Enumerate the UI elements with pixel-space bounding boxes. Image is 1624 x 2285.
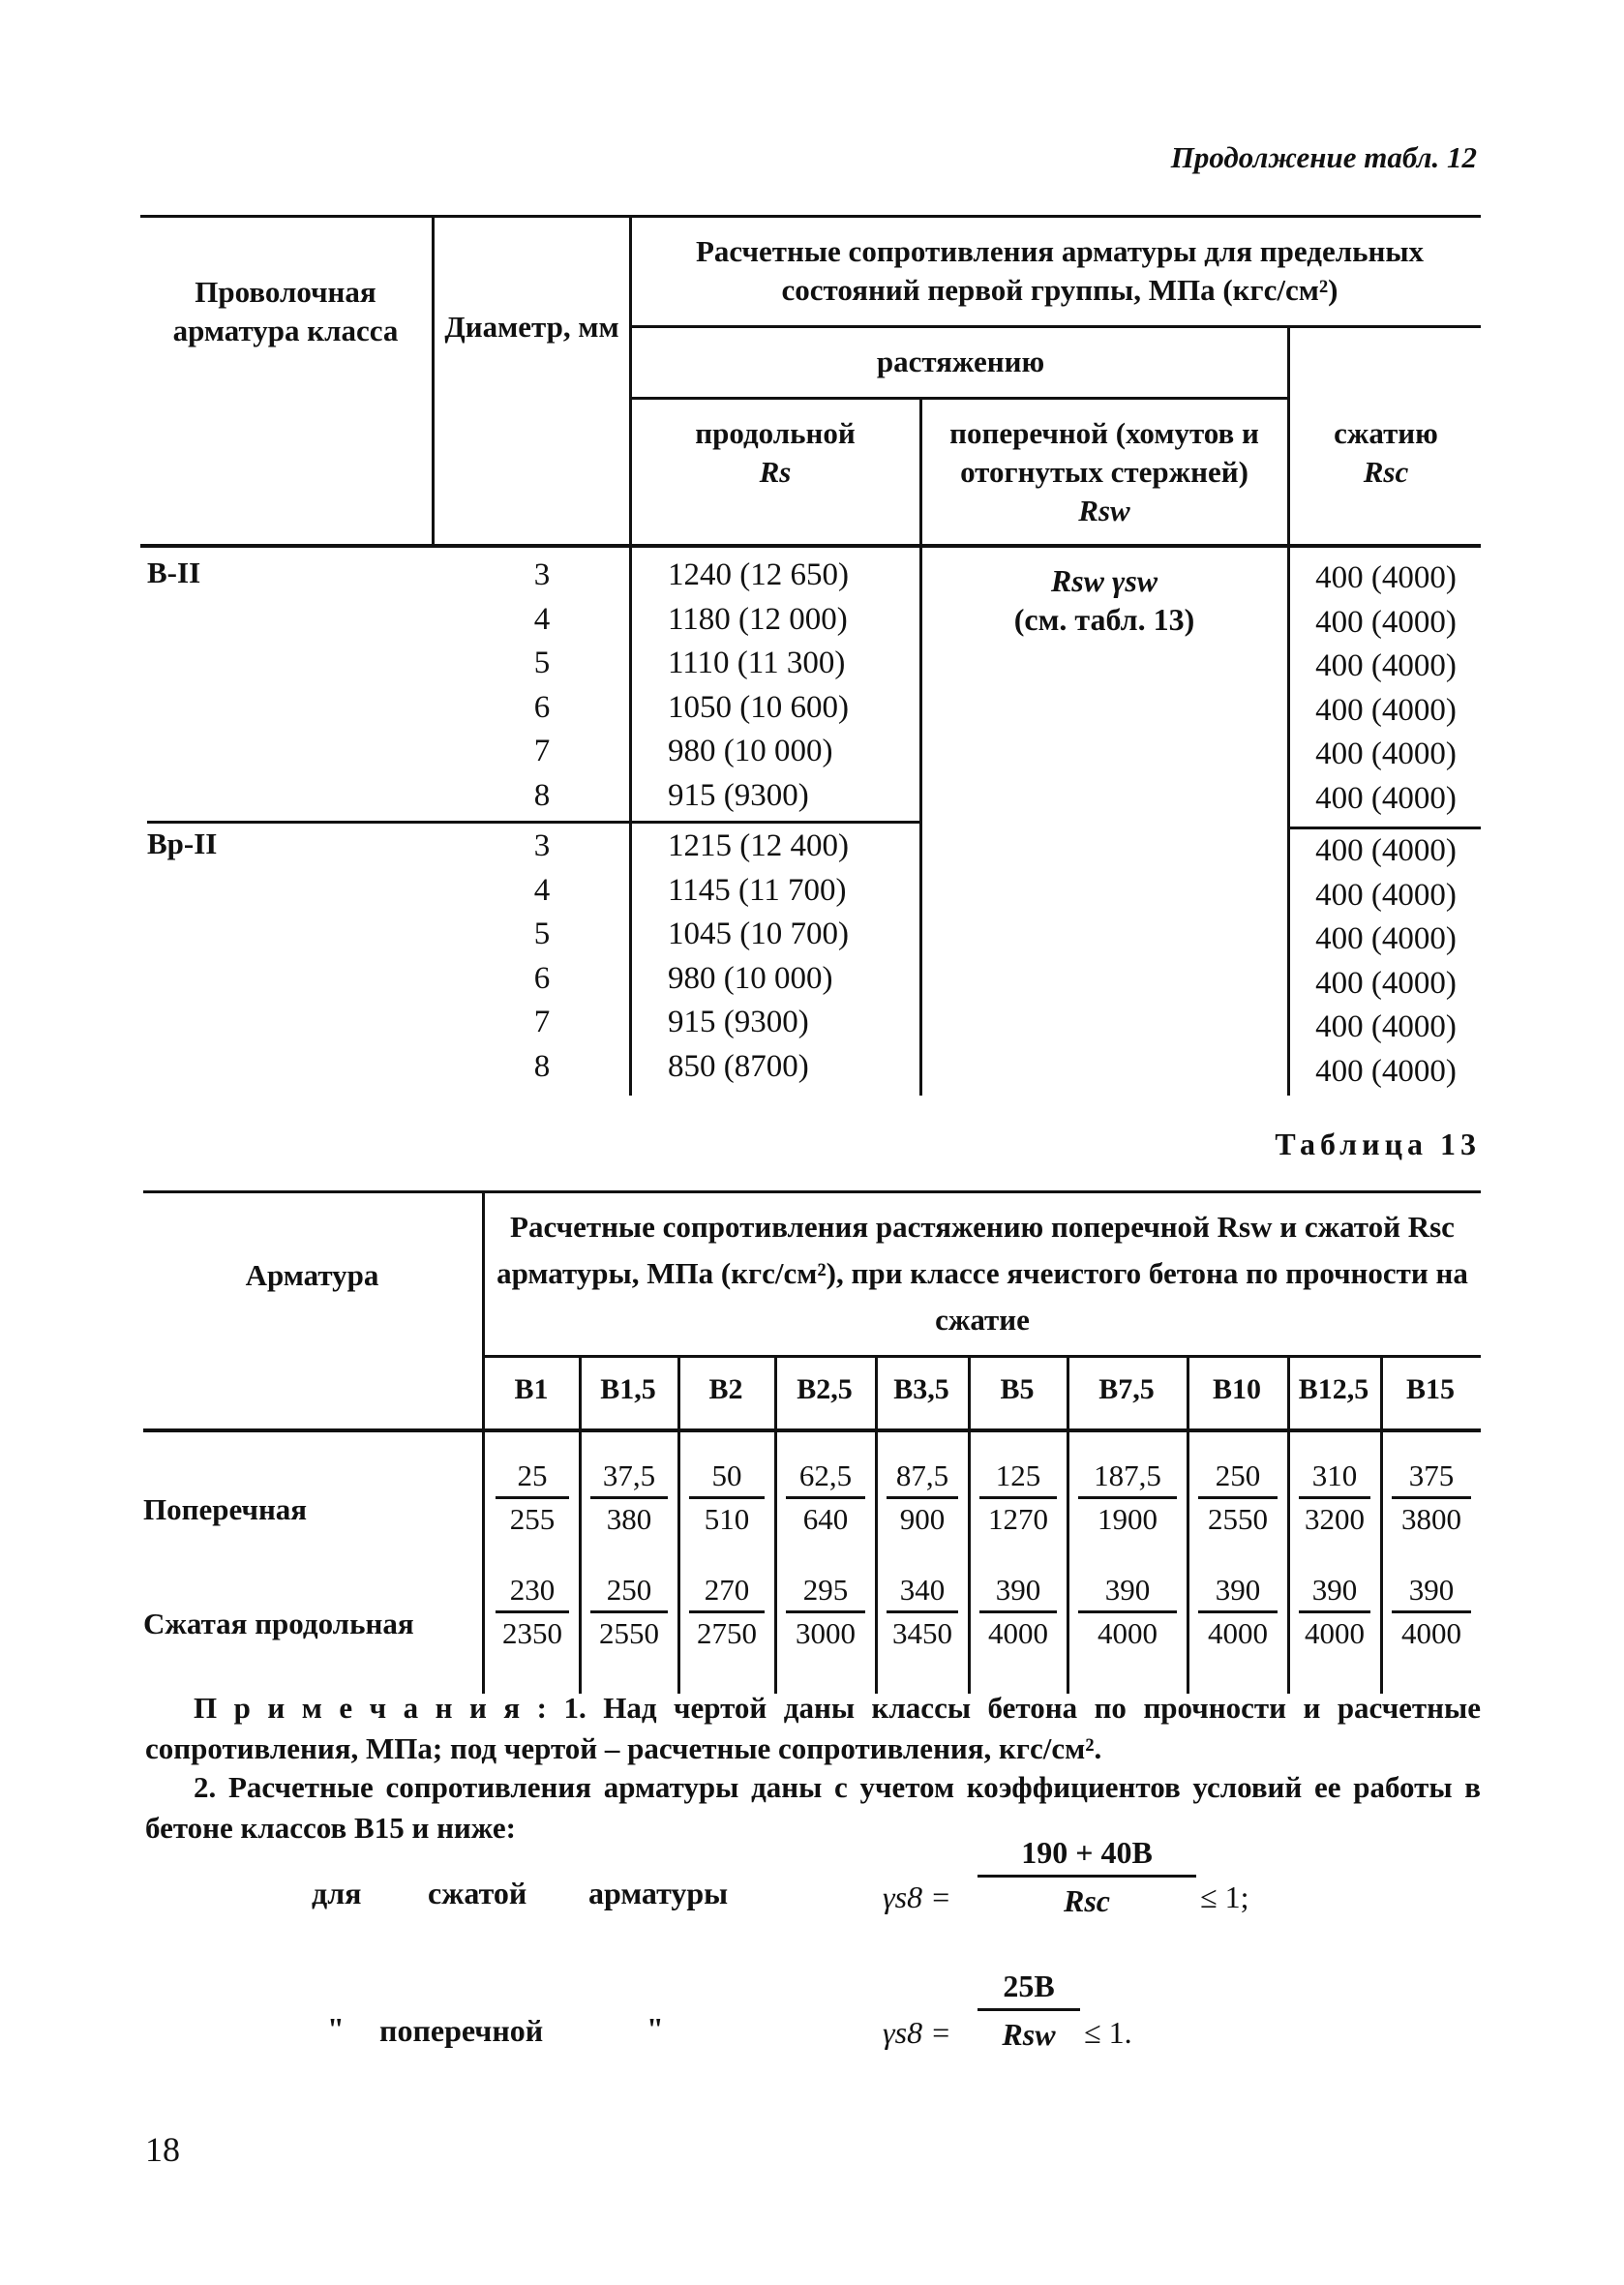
value-mpa: 390 (979, 1570, 1057, 1613)
formula-1-tail: ≤ 1; (1200, 1879, 1249, 1914)
table-13-title: Таблица 13 (1275, 1127, 1481, 1161)
value-mpa: 390 (1392, 1570, 1471, 1613)
header-reinforcement: Арматура (245, 1258, 379, 1292)
formula-2-quote-2: " (647, 2011, 664, 2046)
value-kgf: 900 (899, 1502, 946, 1536)
concrete-class-6: B7,5 (1098, 1373, 1155, 1405)
note-2: 2. Расчетные сопротивления арматуры даны с учетом коэффициентов условий ее работы в бетоне классов В15 и ниже: (145, 1770, 1481, 1845)
concrete-class-2: B2 (708, 1373, 743, 1405)
concrete-class-3: B2,5 (797, 1373, 853, 1405)
table13-cell (1198, 1456, 1278, 1540)
value-mpa: 295 (786, 1570, 865, 1613)
header-group: Расчетные сопротивления арматуры для предельных состояний первой группы, МПа (кгс/см²) (695, 234, 1425, 307)
value-mpa: 87,5 (887, 1456, 958, 1499)
formula-2-lhs: γs8 = (883, 2015, 951, 2050)
symbol-rs: Rs (759, 455, 792, 489)
value-mpa: 375 (1392, 1456, 1471, 1499)
value-kgf: 1270 (988, 1502, 1048, 1536)
value-kgf: 2750 (697, 1616, 757, 1650)
table13-cell (1392, 1570, 1471, 1654)
value-kgf: 4000 (1401, 1616, 1461, 1650)
value-kgf: 4000 (1305, 1616, 1365, 1650)
table13-cell (1078, 1456, 1177, 1540)
value-mpa: 390 (1299, 1570, 1370, 1613)
table13-cell (1078, 1570, 1177, 1654)
value-mpa: 250 (590, 1570, 668, 1613)
value-kgf: 2550 (1208, 1502, 1268, 1536)
value-kgf: 3450 (892, 1616, 952, 1650)
row-label-transverse: Поперечная (143, 1492, 308, 1526)
table13-cell (1392, 1456, 1471, 1540)
concrete-class-8: B12,5 (1298, 1373, 1369, 1405)
concrete-class-1: B1,5 (600, 1373, 656, 1405)
table13-cell (979, 1456, 1057, 1540)
value-kgf: 4000 (1208, 1616, 1268, 1650)
rs-group-1: 1240 (12 650) 1180 (12 000) 1110 (11 300) 1050 (10 600) 980 (10 000) 915 (9300) (668, 557, 849, 813)
formula-1-word-3: арматуры (588, 1876, 729, 1910)
rsc-group-2: 400 (4000) 400 (4000) 400 (4000) 400 (4000) 400 (4000) 400 (4000) (1315, 833, 1457, 1089)
table13-cell (1299, 1456, 1370, 1540)
value-kgf: 2550 (599, 1616, 659, 1650)
value-mpa: 390 (1078, 1570, 1177, 1613)
table13-cell (786, 1570, 865, 1654)
header-diameter: Диаметр, мм (444, 310, 619, 344)
concrete-class-0: B1 (514, 1373, 549, 1405)
value-mpa: 50 (689, 1456, 765, 1499)
value-mpa: 310 (1299, 1456, 1370, 1499)
table13-cell (1198, 1570, 1278, 1654)
concrete-class-9: B15 (1405, 1373, 1455, 1405)
value-kgf: 2350 (502, 1616, 562, 1650)
table13-cell (1299, 1570, 1370, 1654)
value-mpa: 390 (1198, 1570, 1278, 1613)
table13-cell (887, 1456, 958, 1540)
table13-cell (590, 1570, 668, 1654)
table13-cell (786, 1456, 865, 1540)
value-kgf: 1900 (1098, 1502, 1158, 1536)
header-class: Проволочная арматура класса (172, 275, 399, 347)
value-kgf: 510 (704, 1502, 750, 1536)
transverse-value: Rsw γsw (см. табл. 13) (1013, 563, 1195, 637)
concrete-class-5: B5 (1000, 1373, 1035, 1405)
value-mpa: 187,5 (1078, 1456, 1177, 1499)
row-label-compressed: Сжатая продольная (143, 1607, 414, 1640)
page-number: 18 (145, 2130, 180, 2169)
formula-1-fraction: 190 + 40В Rsc (977, 1835, 1196, 1919)
symbol-rsc: Rsc (1363, 455, 1409, 489)
formula-1-word-2: сжатой (428, 1876, 527, 1910)
formula-2-tail: ≤ 1. (1084, 2015, 1132, 2050)
symbol-rsw: Rsw (1078, 494, 1130, 527)
table13-cell (496, 1570, 569, 1654)
formula-1-lhs: γs8 = (883, 1879, 951, 1914)
value-kgf: 3800 (1401, 1502, 1461, 1536)
continuation-label: Продолжение табл. 12 (1170, 140, 1477, 174)
value-mpa: 37,5 (590, 1456, 668, 1499)
header-tension: растяжению (876, 345, 1045, 378)
class-label-bp2: Вр-II (147, 827, 218, 860)
value-kgf: 3200 (1305, 1502, 1365, 1536)
value-mpa: 250 (1198, 1456, 1278, 1499)
table13-cell (979, 1570, 1057, 1654)
diameters-group-2: 3 4 5 6 7 8 (533, 828, 551, 1084)
value-kgf: 255 (509, 1502, 556, 1536)
formula-2-fraction: 25В Rsw (977, 1969, 1080, 2053)
rsc-group-1: 400 (4000) 400 (4000) 400 (4000) 400 (4000) 400 (4000) 400 (4000) (1315, 560, 1457, 816)
table13-cell (590, 1456, 668, 1540)
value-mpa: 25 (496, 1456, 569, 1499)
diameters-group-1: 3 4 5 6 7 8 (533, 557, 551, 813)
value-kgf: 640 (802, 1502, 849, 1536)
table13-cell (689, 1456, 765, 1540)
header-table13: Расчетные сопротивления растяжению поперечной Rsw и сжатой Rsc арматуры, МПа (кгс/см²), при классе ячеистого бетона по прочности на сжатие (496, 1210, 1468, 1337)
value-kgf: 4000 (1098, 1616, 1158, 1650)
table13-cell (887, 1570, 958, 1654)
value-mpa: 125 (979, 1456, 1057, 1499)
header-compression: сжатию Rsc (1291, 414, 1481, 492)
value-mpa: 340 (887, 1570, 958, 1613)
value-kgf: 380 (606, 1502, 652, 1536)
value-mpa: 230 (496, 1570, 569, 1613)
note-1: П р и м е ч а н и я : 1. Над чертой даны классы бетона по прочности и расчетные сопротивления, МПа; под чертой – расчетные сопротивления, кгс/см². (145, 1691, 1481, 1765)
formula-1-word-1: для (312, 1876, 362, 1910)
formula-2-word: поперечной (379, 2013, 544, 2048)
header-longitudinal: продольной Rs (634, 414, 917, 492)
value-kgf: 4000 (988, 1616, 1048, 1650)
table13-cell (496, 1456, 569, 1540)
value-kgf: 3000 (796, 1616, 856, 1650)
concrete-class-7: B10 (1212, 1373, 1261, 1405)
formula-2-quote-1: " (327, 2011, 345, 2046)
class-label-b2: В-II (147, 556, 201, 589)
rs-group-2: 1215 (12 400) 1145 (11 700) 1045 (10 700) 980 (10 000) 915 (9300) 850 (8700) (668, 828, 849, 1084)
value-mpa: 270 (689, 1570, 765, 1613)
concrete-class-4: B3,5 (893, 1373, 949, 1405)
header-transverse: поперечной (хомутов и отогнутых стержней) Rsw (921, 414, 1287, 530)
table13-cell (689, 1570, 765, 1654)
value-mpa: 62,5 (786, 1456, 865, 1499)
